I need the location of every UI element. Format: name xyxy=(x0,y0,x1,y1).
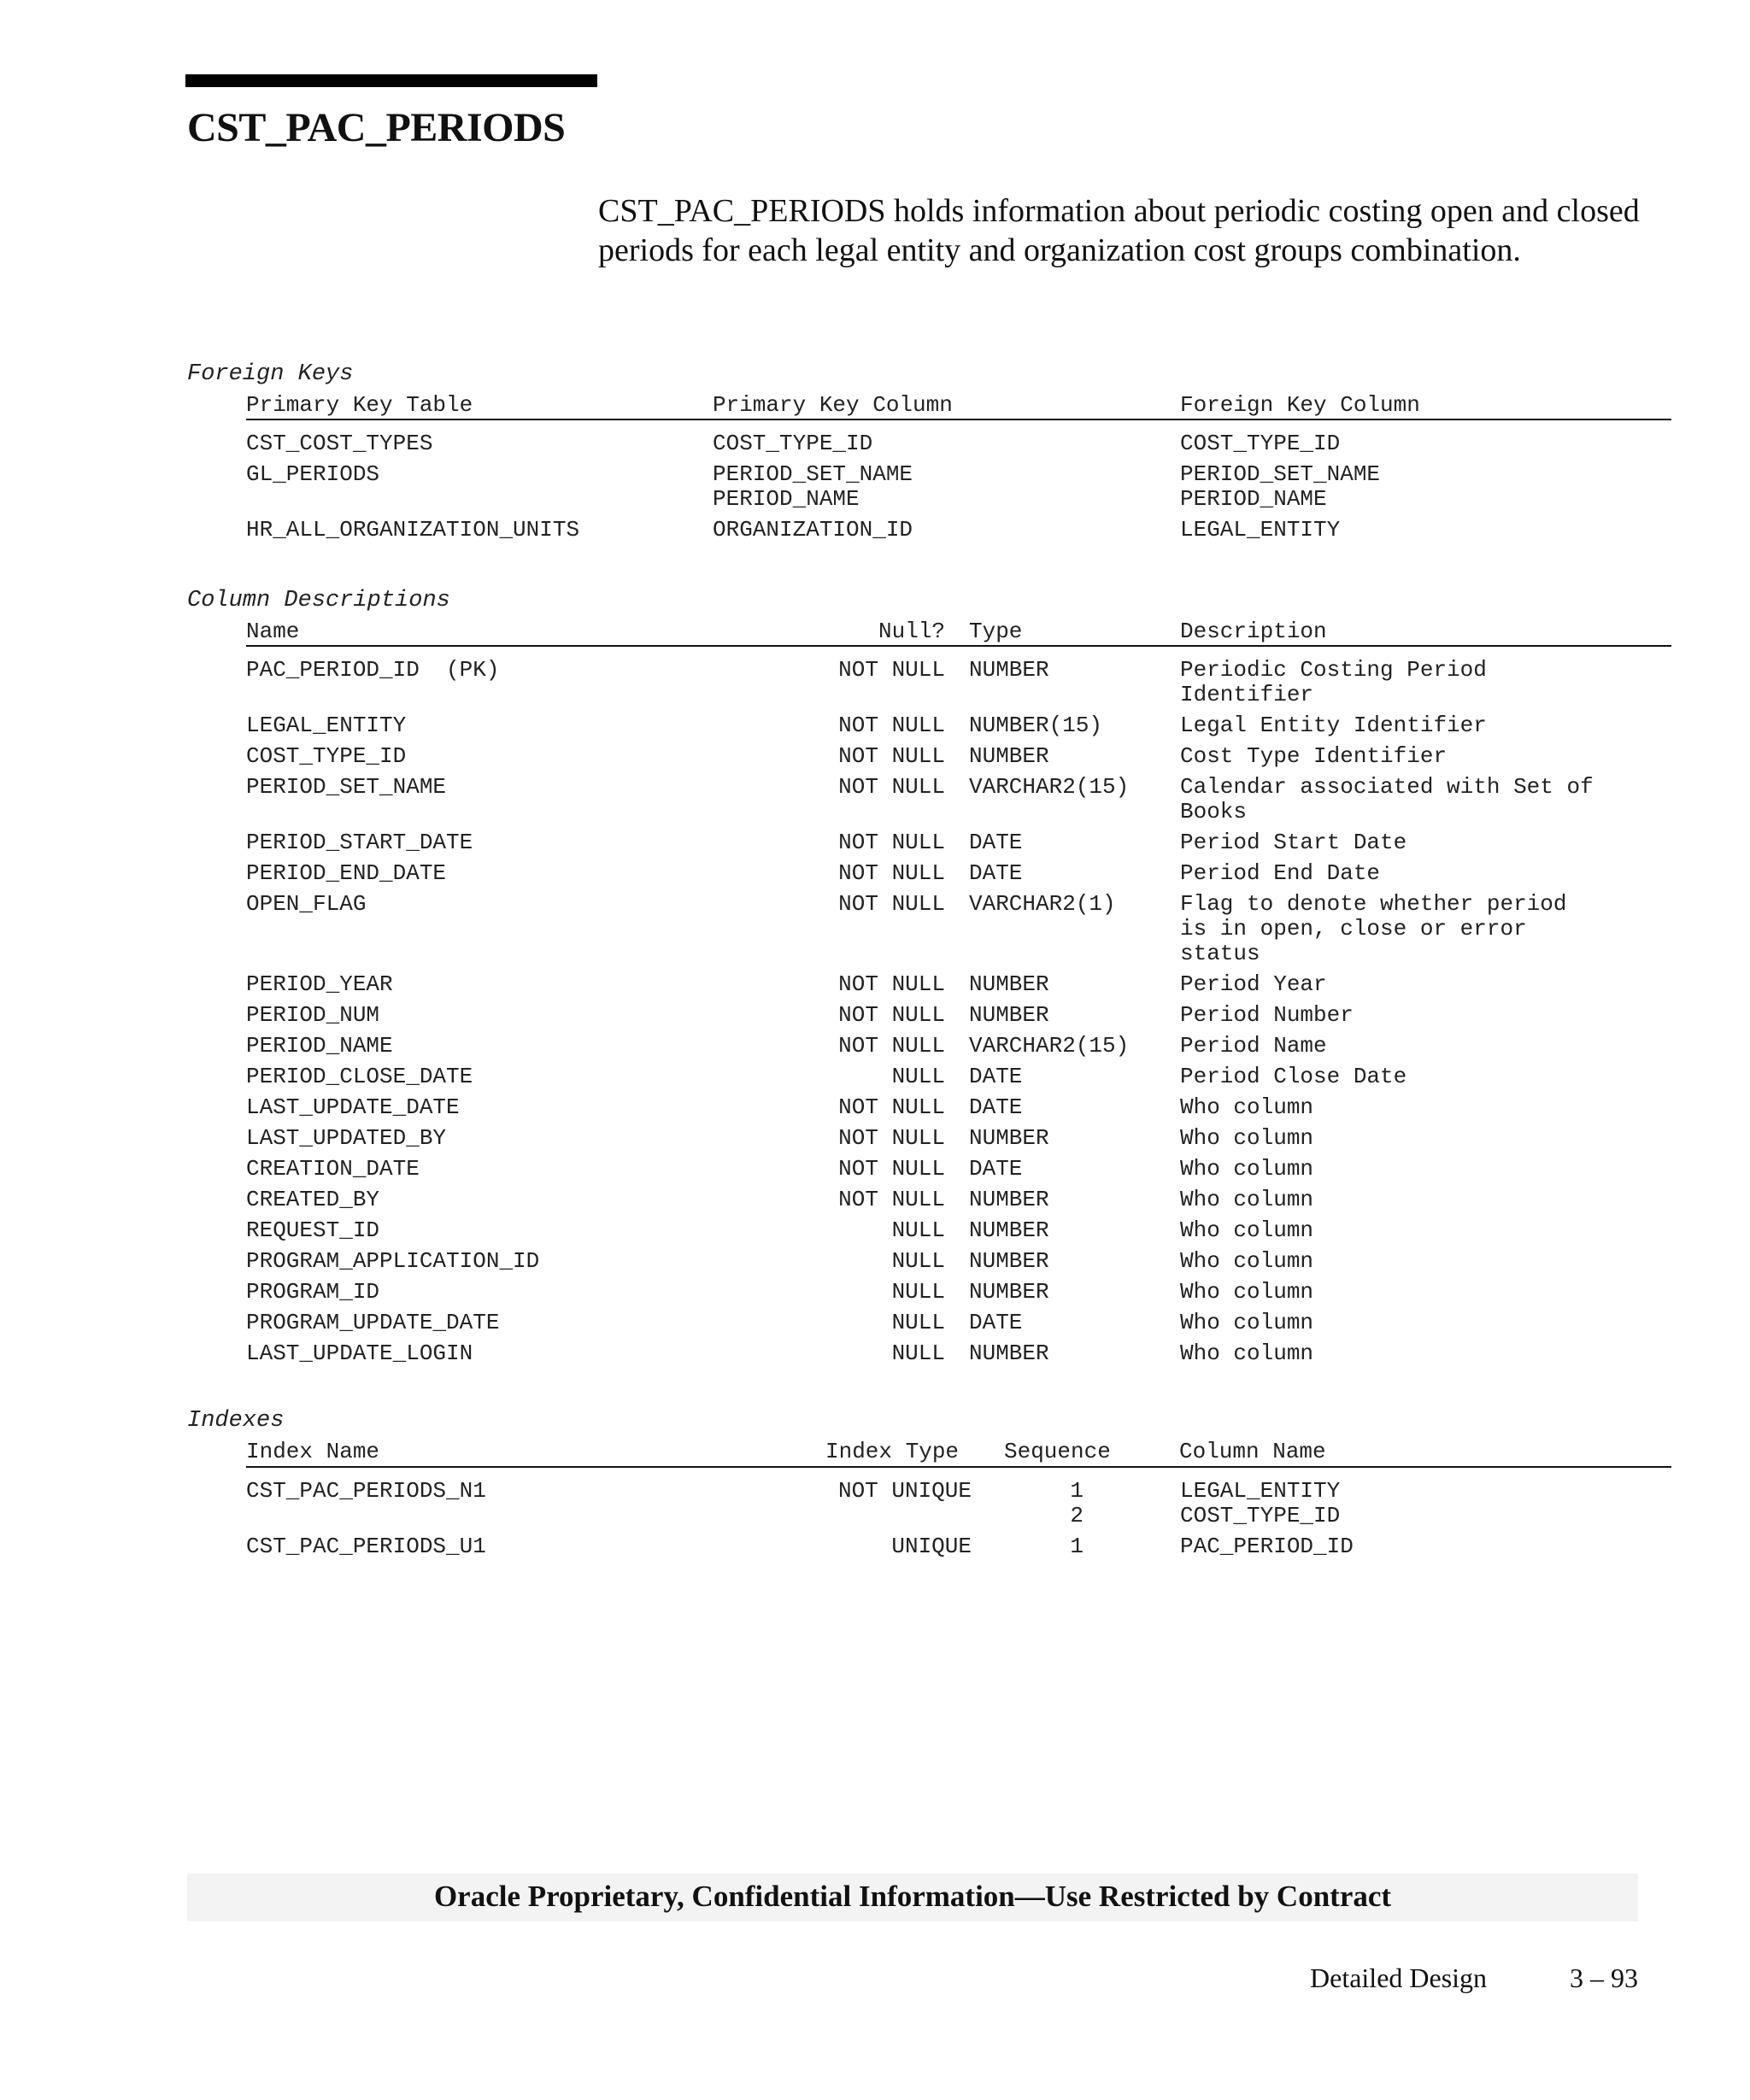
column-row-name: REQUEST_ID xyxy=(246,1217,380,1243)
index-row-sequence: 1 2 xyxy=(1070,1478,1083,1528)
column-row-type: NUMBER xyxy=(969,743,1049,769)
column-row-type: NUMBER xyxy=(969,1279,1049,1305)
index-row-type: UNIQUE xyxy=(891,1534,972,1559)
column-row-type: NUMBER xyxy=(969,971,1049,997)
foreign-keys-label: Foreign Keys xyxy=(187,361,354,387)
column-row-null: NOT NULL xyxy=(838,1002,945,1028)
fk-row-fk-column: COST_TYPE_ID xyxy=(1180,431,1341,456)
column-row-type: NUMBER xyxy=(969,1002,1049,1028)
fk-row-fk-column: LEGAL_ENTITY xyxy=(1180,517,1341,543)
col-header-type: Type xyxy=(969,619,1023,644)
column-row-description: Who column xyxy=(1180,1310,1314,1335)
page-number: 3 – 93 xyxy=(1570,1962,1638,1993)
column-row-null: NOT NULL xyxy=(838,743,945,769)
column-row-type: NUMBER xyxy=(969,1248,1049,1274)
column-row-null: NOT NULL xyxy=(838,1125,945,1151)
column-row-description: Who column xyxy=(1180,1279,1314,1305)
fk-header-pk: Primary Key Column xyxy=(713,392,953,418)
column-row-description: Legal Entity Identifier xyxy=(1180,713,1487,738)
column-row-description: Period Year xyxy=(1180,971,1327,997)
column-row-type: DATE xyxy=(969,830,1023,855)
column-row-name: PERIOD_END_DATE xyxy=(246,860,447,886)
column-row-name: PERIOD_YEAR xyxy=(246,971,393,997)
column-row-description: Period Number xyxy=(1180,1002,1354,1028)
column-row-name: PERIOD_SET_NAME xyxy=(246,774,447,800)
column-row-null: NOT NULL xyxy=(838,1094,945,1120)
column-row-name: CREATION_DATE xyxy=(246,1156,420,1182)
idx-header-column: Column Name xyxy=(1179,1439,1326,1464)
fk-row-table: HR_ALL_ORGANIZATION_UNITS xyxy=(246,517,580,543)
column-row-null: NOT NULL xyxy=(838,860,945,886)
column-row-null: NOT NULL xyxy=(838,1156,945,1182)
idx-header-rule xyxy=(246,1466,1671,1468)
column-row-description: Period Close Date xyxy=(1180,1064,1407,1089)
page-title: CST_PAC_PERIODS xyxy=(187,105,566,150)
column-row-name: PERIOD_NUM xyxy=(246,1002,380,1028)
fk-row-pk-column: ORGANIZATION_ID xyxy=(713,517,913,543)
column-row-null: NOT NULL xyxy=(838,830,945,855)
column-row-description: Periodic Costing Period Identifier xyxy=(1180,657,1487,707)
column-row-description: Period Name xyxy=(1180,1033,1327,1059)
column-row-type: VARCHAR2(1) xyxy=(969,891,1116,917)
column-row-null: NULL xyxy=(891,1064,945,1089)
column-row-type: VARCHAR2(15) xyxy=(969,1033,1130,1059)
column-row-description: Who column xyxy=(1180,1217,1314,1243)
index-row-type: NOT UNIQUE xyxy=(837,1478,972,1504)
fk-row-table: CST_COST_TYPES xyxy=(246,431,433,456)
column-row-type: NUMBER xyxy=(969,1187,1049,1212)
column-row-name: PERIOD_NAME xyxy=(246,1033,393,1059)
fk-row-table: GL_PERIODS xyxy=(246,461,380,487)
column-row-description: Who column xyxy=(1180,1094,1314,1120)
column-row-description: Period End Date xyxy=(1180,860,1381,886)
col-header-null: Null? xyxy=(878,619,945,644)
column-row-null: NOT NULL xyxy=(838,657,945,683)
column-row-type: NUMBER xyxy=(969,1340,1049,1366)
fk-row-pk-column: COST_TYPE_ID xyxy=(713,431,873,456)
column-row-type: DATE xyxy=(969,1310,1023,1335)
column-row-type: NUMBER xyxy=(969,657,1049,683)
table-description: CST_PAC_PERIODS holds information about periodic costing open and closed periods for each legal entity and organization cost groups combination. xyxy=(598,193,1640,268)
col-header-name: Name xyxy=(246,619,300,644)
idx-header-sequence: Sequence xyxy=(1004,1439,1111,1464)
index-row-sequence: 1 xyxy=(1070,1534,1083,1559)
column-row-description: Calendar associated with Set of Books xyxy=(1180,774,1594,824)
index-row-column: PAC_PERIOD_ID xyxy=(1180,1534,1354,1559)
indexes-label: Indexes xyxy=(187,1408,285,1434)
column-row-name: COST_TYPE_ID xyxy=(246,743,407,769)
index-row-name: CST_PAC_PERIODS_N1 xyxy=(246,1478,486,1504)
column-row-name: LAST_UPDATE_DATE xyxy=(246,1094,460,1120)
column-row-null: NULL xyxy=(891,1279,945,1305)
column-row-null: NULL xyxy=(891,1248,945,1274)
idx-header-name: Index Name xyxy=(246,1439,380,1464)
column-row-name: CREATED_BY xyxy=(246,1187,380,1212)
col-header-description: Description xyxy=(1180,619,1327,644)
column-row-null: NULL xyxy=(891,1217,945,1243)
column-row-null: NULL xyxy=(891,1310,945,1335)
column-row-null: NOT NULL xyxy=(838,713,945,738)
column-row-description: Cost Type Identifier xyxy=(1180,743,1448,769)
section-name: Detailed Design xyxy=(1310,1962,1488,1993)
column-row-type: NUMBER(15) xyxy=(969,713,1103,738)
column-row-description: Who column xyxy=(1180,1125,1314,1151)
column-row-type: NUMBER xyxy=(969,1125,1049,1151)
col-header-rule xyxy=(246,645,1671,647)
fk-header-rule xyxy=(246,419,1671,420)
column-row-description: Flag to denote whether period is in open, close or error status xyxy=(1180,891,1567,966)
fk-header-fk: Foreign Key Column xyxy=(1180,392,1420,418)
column-row-type: VARCHAR2(15) xyxy=(969,774,1130,800)
column-row-type: DATE xyxy=(969,1094,1023,1120)
column-row-name: PERIOD_CLOSE_DATE xyxy=(246,1064,473,1089)
column-row-name: LAST_UPDATED_BY xyxy=(246,1125,447,1151)
fk-row-pk-column: PERIOD_SET_NAME PERIOD_NAME xyxy=(713,461,913,512)
confidential-notice: Oracle Proprietary, Confidential Information––Use Restricted by Contract xyxy=(433,1880,1392,1913)
fk-row-fk-column: PERIOD_SET_NAME PERIOD_NAME xyxy=(1180,461,1381,512)
column-row-type: DATE xyxy=(969,1064,1023,1089)
column-row-description: Who column xyxy=(1180,1156,1314,1182)
column-row-type: DATE xyxy=(969,1156,1023,1182)
index-row-column: LEGAL_ENTITY COST_TYPE_ID xyxy=(1180,1478,1341,1528)
column-row-null: NULL xyxy=(891,1340,945,1366)
column-descriptions-label: Column Descriptions xyxy=(187,588,450,613)
column-row-null: NOT NULL xyxy=(838,1033,945,1059)
column-row-type: DATE xyxy=(969,860,1023,886)
column-row-name: LEGAL_ENTITY xyxy=(246,713,407,738)
title-rule xyxy=(185,74,597,87)
column-row-name: OPEN_FLAG xyxy=(246,891,367,917)
column-row-name: PROGRAM_APPLICATION_ID xyxy=(246,1248,540,1274)
column-row-type: NUMBER xyxy=(969,1217,1049,1243)
column-row-description: Who column xyxy=(1180,1187,1314,1212)
column-row-description: Who column xyxy=(1180,1248,1314,1274)
column-row-null: NOT NULL xyxy=(838,1187,945,1212)
column-row-null: NOT NULL xyxy=(838,891,945,917)
column-row-description: Period Start Date xyxy=(1180,830,1407,855)
column-row-description: Who column xyxy=(1180,1340,1314,1366)
column-row-name: PROGRAM_ID xyxy=(246,1279,380,1305)
column-row-name: LAST_UPDATE_LOGIN xyxy=(246,1340,473,1366)
column-row-null: NOT NULL xyxy=(838,774,945,800)
index-row-name: CST_PAC_PERIODS_U1 xyxy=(246,1534,486,1559)
column-row-name: PROGRAM_UPDATE_DATE xyxy=(246,1310,500,1335)
idx-header-type: Index Type xyxy=(825,1439,960,1464)
column-row-null: NOT NULL xyxy=(838,971,945,997)
column-row-name: PAC_PERIOD_ID (PK) xyxy=(246,657,500,683)
column-row-name: PERIOD_START_DATE xyxy=(246,830,473,855)
fk-header-table: Primary Key Table xyxy=(246,392,473,418)
